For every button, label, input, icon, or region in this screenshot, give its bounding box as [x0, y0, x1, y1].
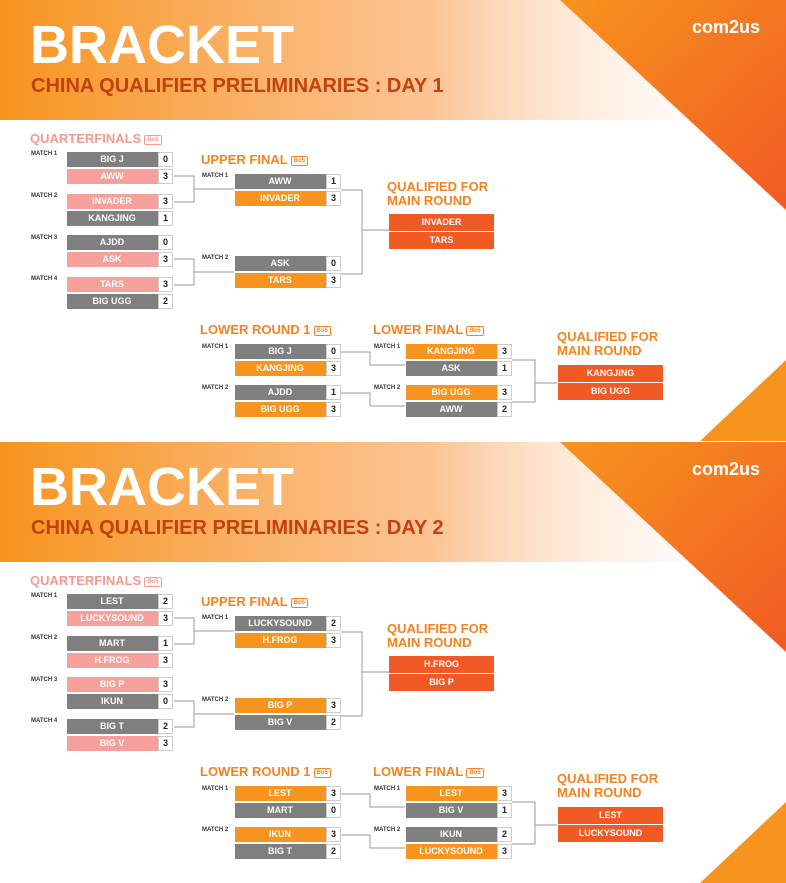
team-row: MART 0 — [235, 803, 341, 818]
section-qualified-lower: QUALIFIED FOR MAIN ROUND — [557, 771, 659, 800]
team-row: BIG V 1 — [406, 803, 512, 818]
qualified-team: BIG UGG — [558, 383, 663, 400]
qualified-team: LEST — [558, 807, 663, 824]
section-qualified-upper: QUALIFIED FOR MAIN ROUND — [387, 621, 489, 650]
team-row: AWW 3 — [67, 169, 173, 184]
bracket-panel-day-1 — [0, 0, 786, 441]
brand-logo: com2us — [691, 459, 760, 479]
section-lower-round-1: LOWER ROUND 1 Bo5 — [200, 322, 331, 337]
match-label: MATCH 1 — [31, 151, 58, 157]
team-row: ASK 1 — [406, 361, 512, 376]
team-row: BIG UGG 2 — [67, 294, 173, 309]
team-row: LUCKYSOUND 3 — [406, 844, 512, 859]
match-label: MATCH 1 — [202, 615, 229, 621]
team-row: KANGJING 3 — [235, 361, 341, 376]
section-quarterfinals: QUARTERFINALS Bo5 — [30, 131, 162, 146]
team-row: LEST 3 — [406, 786, 512, 801]
team-row: BIG J 0 — [67, 152, 173, 167]
match-label: MATCH 1 — [374, 786, 401, 792]
team-row: LUCKYSOUND 3 — [67, 611, 173, 626]
qualified-team: INVADER — [389, 214, 494, 231]
match-label: MATCH 2 — [31, 635, 58, 641]
bracket-subtitle: CHINA QUALIFIER PRELIMINARIES : DAY 2 — [31, 517, 444, 539]
bracket-panel-day-2 — [0, 442, 786, 883]
team-row: IKUN 3 — [235, 827, 341, 842]
team-row: AJDD 1 — [235, 385, 341, 400]
team-row: BIG J 0 — [235, 344, 341, 359]
team-row: AWW 2 — [406, 402, 512, 417]
team-row: IKUN 2 — [406, 827, 512, 842]
team-row: AWW 1 — [235, 174, 341, 189]
qualified-team: H.FROG — [389, 656, 494, 673]
brand-logo: com2us — [691, 17, 760, 37]
team-row: ASK 3 — [67, 252, 173, 267]
section-quarterfinals: QUARTERFINALS Bo5 — [30, 573, 162, 588]
team-row: KANGJING 1 — [67, 211, 173, 226]
section-lower-final: LOWER FINAL Bo5 — [373, 322, 484, 337]
match-label: MATCH 2 — [374, 385, 401, 391]
match-label: MATCH 3 — [31, 235, 58, 241]
qualified-team: BIG P — [389, 674, 494, 691]
team-row: LEST 2 — [67, 594, 173, 609]
match-label: MATCH 1 — [374, 344, 401, 350]
team-row: BIG P 3 — [67, 677, 173, 692]
match-label: MATCH 2 — [202, 255, 229, 261]
team-row: H.FROG 3 — [235, 633, 341, 648]
match-label: MATCH 2 — [202, 697, 229, 703]
match-label: MATCH 1 — [31, 593, 58, 599]
match-label: MATCH 2 — [202, 827, 229, 833]
section-lower-round-1: LOWER ROUND 1 Bo5 — [200, 764, 331, 779]
team-row: KANGJING 3 — [406, 344, 512, 359]
qualified-team: LUCKYSOUND — [558, 825, 663, 842]
team-row: IKUN 0 — [67, 694, 173, 709]
team-row: BIG UGG 3 — [235, 402, 341, 417]
team-row: BIG P 3 — [235, 698, 341, 713]
team-row: BIG V 2 — [235, 715, 341, 730]
section-upper-final: UPPER FINAL Bo5 — [201, 152, 308, 167]
section-qualified-upper: QUALIFIED FOR MAIN ROUND — [387, 179, 489, 208]
team-row: ASK 0 — [235, 256, 341, 271]
team-row: TARS 3 — [67, 277, 173, 292]
qualified-team: KANGJING — [558, 365, 663, 382]
match-label: MATCH 2 — [31, 193, 58, 199]
team-row: AJDD 0 — [67, 235, 173, 250]
bracket-title: BRACKET — [30, 15, 294, 75]
team-row: H.FROG 3 — [67, 653, 173, 668]
section-lower-final: LOWER FINAL Bo5 — [373, 764, 484, 779]
team-row: BIG UGG 3 — [406, 385, 512, 400]
team-row: LEST 3 — [235, 786, 341, 801]
team-row: BIG V 3 — [67, 736, 173, 751]
team-row: INVADER 3 — [235, 191, 341, 206]
match-label: MATCH 4 — [31, 718, 58, 724]
match-label: MATCH 2 — [202, 385, 229, 391]
match-label: MATCH 2 — [374, 827, 401, 833]
section-upper-final: UPPER FINAL Bo5 — [201, 594, 308, 609]
bracket-subtitle: CHINA QUALIFIER PRELIMINARIES : DAY 1 — [31, 75, 444, 97]
match-label: MATCH 1 — [202, 786, 229, 792]
team-row: MART 1 — [67, 636, 173, 651]
team-row: INVADER 3 — [67, 194, 173, 209]
section-qualified-lower: QUALIFIED FOR MAIN ROUND — [557, 329, 659, 358]
qualified-team: TARS — [389, 232, 494, 249]
team-row: BIG T 2 — [67, 719, 173, 734]
match-label: MATCH 3 — [31, 677, 58, 683]
match-label: MATCH 1 — [202, 344, 229, 350]
team-row: BIG T 2 — [235, 844, 341, 859]
match-label: MATCH 1 — [202, 173, 229, 179]
bracket-title: BRACKET — [30, 457, 294, 517]
match-label: MATCH 4 — [31, 276, 58, 282]
team-row: LUCKYSOUND 2 — [235, 616, 341, 631]
team-row: TARS 3 — [235, 273, 341, 288]
